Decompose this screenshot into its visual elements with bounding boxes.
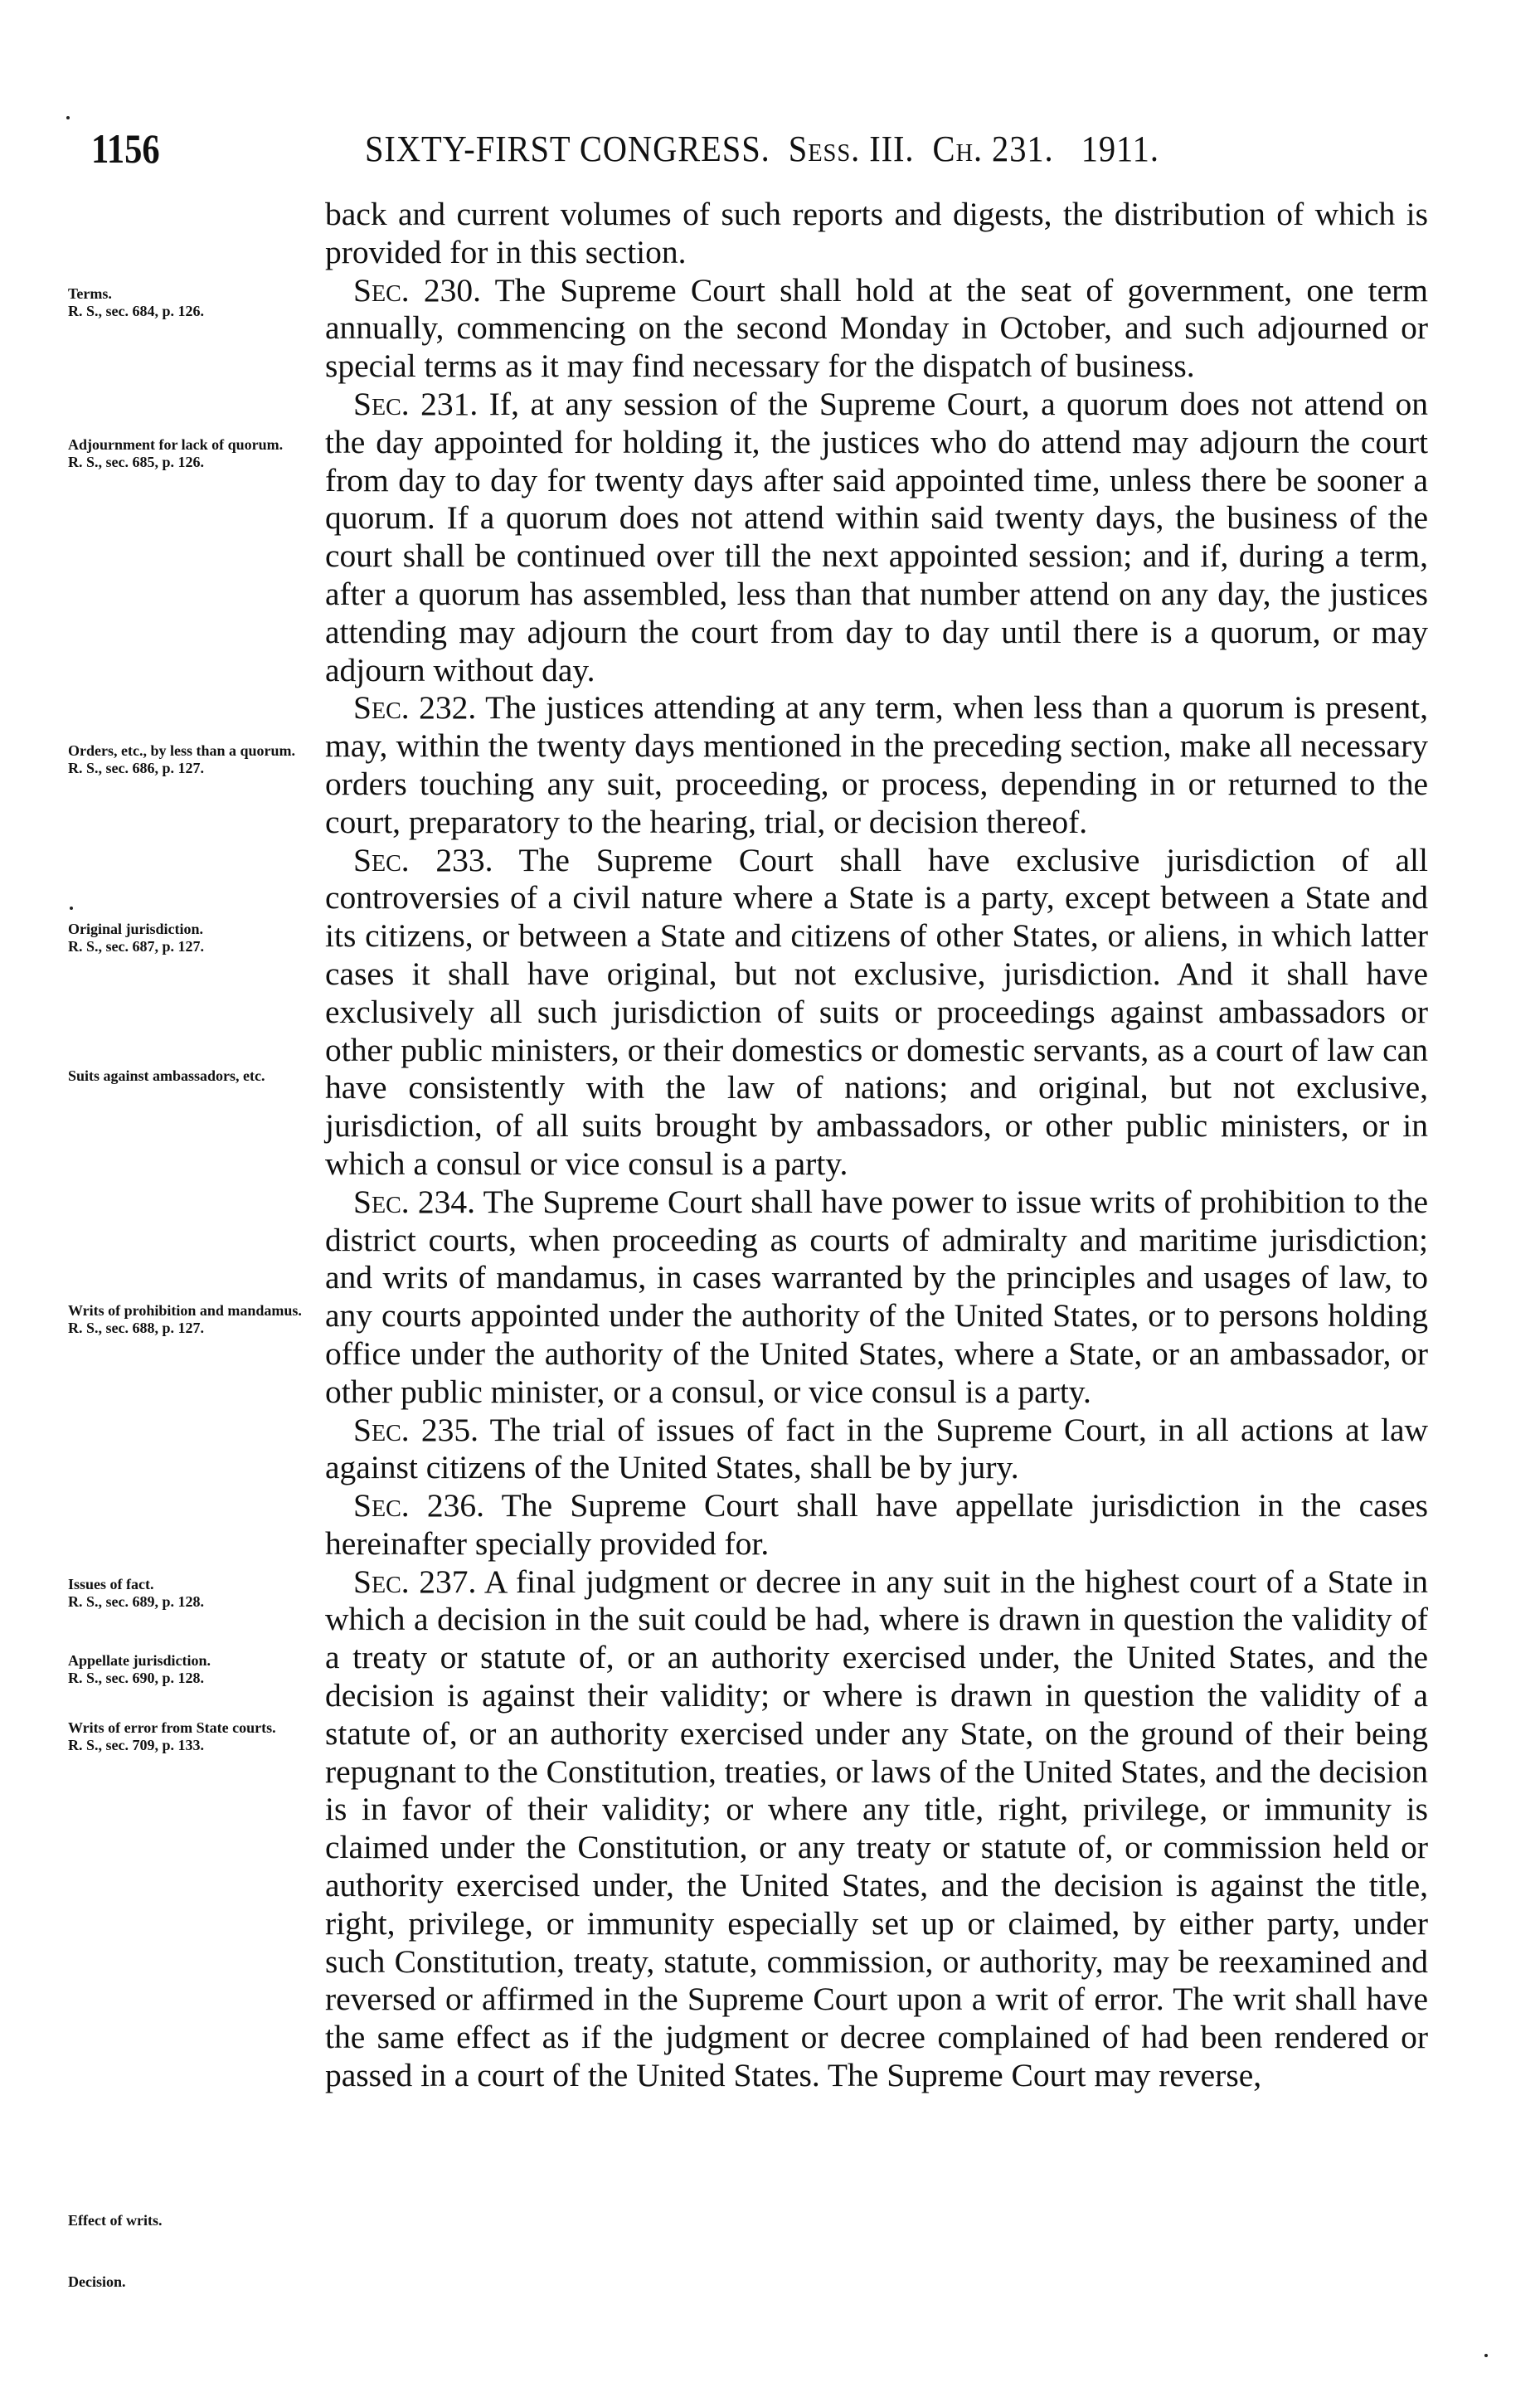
margin-note-original-jurisdiction: Original jurisdiction. R. S., sec. 687, p. 127. <box>68 921 205 955</box>
margin-note-suits-ambassadors: Suits against ambassadors, etc. <box>68 1067 265 1084</box>
margin-note-appellate-jurisdiction: Appellate jurisdiction. R. S., sec. 690, p. 128. <box>68 1652 211 1686</box>
running-title <box>365 128 1159 170</box>
margin-note-decision: Decision. <box>68 2273 126 2290</box>
margin-note-writs-prohibition: Writs of prohibition and mandamus. R. S., sec. 688, p. 127. <box>68 1302 302 1336</box>
section-231: Sec. 231. If, at any session of the Supreme Court, a quorum does not attend on the day appointed for holding it, the justices who do attend may adjourn the court from day to day for twenty days after said appointed time, unless there be sooner a quorum. If a quorum does not attend within said twenty days, the business of the court shall be continued over till the next appointed session; and if, during a term, after a quorum has assembled, less than that number attend on any day, the justices attending may adjourn the court from day to day until there is a quorum, or may adjourn without day. <box>325 385 1428 688</box>
congress-title: SIXTY-FIRST CONGRESS. <box>365 129 770 169</box>
section-232: Sec. 232. The justices attending at any term, when less than a quorum is present, may, within the twenty days mentioned in the preceding section, make all necessary orders touching any suit, proceeding, or process, depending in or returned to the court, preparatory to the hearing, trial, or decision thereof. <box>325 689 1428 840</box>
page-header <box>91 124 1435 191</box>
margin-note-adjournment: Adjournment for lack of quorum. R. S., sec. 685, p. 126. <box>68 436 284 470</box>
section-236: Sec. 236. The Supreme Court shall have appellate jurisdiction in the cases hereinafter specially provided for. <box>325 1487 1428 1562</box>
section-label: Sec. 235. <box>353 1411 479 1448</box>
section-235: Sec. 235. The trial of issues of fact in the Supreme Court, in all actions at law against citizens of the United States, shall be by jury. <box>325 1411 1429 1486</box>
section-label: Sec. 232. <box>353 689 477 727</box>
margin-note-issues-of-fact: Issues of fact. R. S., sec. 689, p. 128. <box>68 1576 205 1610</box>
section-label: Sec. 234. <box>353 1183 476 1220</box>
scan-speck <box>66 116 70 119</box>
margin-note-writs-of-error: Writs of error from State courts. R. S., sec. 709, p. 133. <box>68 1719 276 1753</box>
session-label: Sess. III. <box>788 129 915 169</box>
chapter-label: Ch. 231. <box>932 129 1054 169</box>
scan-speck <box>1484 2354 1488 2357</box>
section-label: Sec. 237. <box>353 1563 477 1600</box>
margin-note-orders: Orders, etc., by less than a quorum. R. S., sec. 686, p. 127. <box>68 742 295 776</box>
section-234: Sec. 234. The Supreme Court shall have power to issue writs of prohibition to the district courts, when proceeding as courts of admiralty and maritime jurisdiction; and writs of mandamus, in cases warranted by the principles and usages of law, to any courts appointed under the authority of the United States, or to persons holding office under the authority of the United States, where a State, or an ambassador, or other public minister, or a consul, or vice consul is a party. <box>325 1183 1428 1410</box>
paragraph-continuation: back and current volumes of such reports and digests, the distribution of which is provided for in this section. <box>325 196 1428 270</box>
section-label: Sec. 230. <box>353 271 482 309</box>
section-label: Sec. 231. <box>353 385 479 422</box>
year-label: 1911. <box>1081 129 1159 169</box>
statute-body <box>325 196 1428 2095</box>
section-230: Sec. 230. The Supreme Court shall hold at the seat of government, one term annually, commencing on the second Monday in October, and such adjourned or special terms as it may find necessary for the dispatch of business. <box>325 271 1429 385</box>
section-233: Sec. 233. The Supreme Court shall have exclusive jurisdiction of all controversies of a civil nature where a State is a party, except between a State and its citizens, or between a State and citizens of other States, or aliens, in which latter cases it shall have original, but not exclusive, jurisdiction. And it shall have exclusively all such jurisdiction of suits or proceedings against ambassadors or other public ministers, or their domestics or domestic servants, as a court of law can have consistently with the law of nations; and original, but not exclusive, jurisdiction, of all suits brought by ambassadors, or other public ministers, or in which a consul or vice consul is a party. <box>325 841 1428 1182</box>
margin-note-terms: Terms. R. S., sec. 684, p. 126. <box>68 285 205 319</box>
scan-speck <box>70 907 73 910</box>
section-237: Sec. 237. A final judgment or decree in any suit in the highest court of a State in which a decision in the suit could be had, where is drawn in question the validity of a treaty or statute of, or an authority exercised under, the United States, and the decision is against their validity; or where is drawn in question the validity of a statute of, or an authority exercised under any State, on the ground of their being repugnant to the Constitution, treaties, or laws of the United States, and the decision is in favor of their validity; or where any title, right, privilege, or immunity is claimed under the Constitution, or any treaty or statute of, or commission held or authority exercised under, the United States, and the decision is against the title, right, privilege, or immunity especially set up or claimed, by either party, under such Constitution, treaty, statute, commission, or authority, may be reexamined and reversed or affirmed in the Supreme Court upon a writ of error. The writ shall have the same effect as if the judgment or decree complained of had been rendered or passed in a court of the United States. The Supreme Court may reverse, <box>325 1563 1428 2094</box>
section-label: Sec. 236. <box>353 1487 485 1524</box>
section-label: Sec. 233. <box>353 841 493 878</box>
page-number: 1156 <box>91 125 160 172</box>
margin-note-effect-of-writs: Effect of writs. <box>68 2212 163 2229</box>
